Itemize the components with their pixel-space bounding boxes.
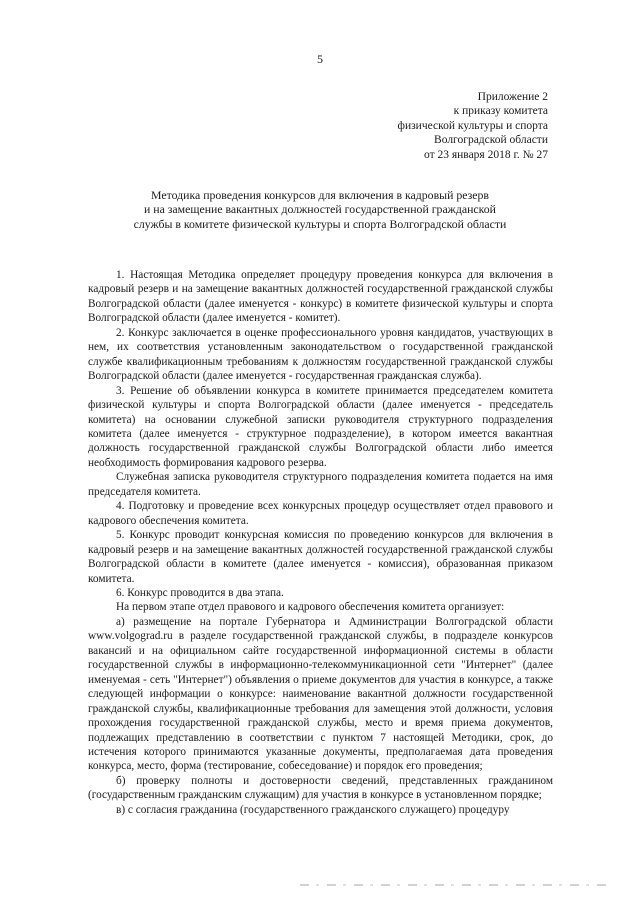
title-line: службы в комитете физической культуры и спорта Волгоградской области (133, 216, 507, 231)
appendix-line: физической культуры и спорта (397, 119, 548, 132)
paragraph-4: 4. Подготовку и проведение всех конкурсных процедур осуществляет отдел правового и кадрового обеспечения комитета. (88, 500, 553, 527)
page-number: 5 (317, 52, 323, 66)
item-b: б) проверку полноты и достоверности сведений, представленных гражданином (государственным гражданским служащим) для участия в конкурсе в установленном порядке; (88, 774, 553, 802)
paragraph-1: 1. Настоящая Методика определяет процедуру проведения конкурса для включения в кадровый резерв и на замещение вакантных должностей государственной гражданской службы Волгоградской области (далее именуется - конкурс) в комитете физической культуры и спорта Волгоградской области (далее именуется - комитет). (88, 269, 553, 325)
paragraph-2: 2. Конкурс заключается в оценке профессионального уровня кандидатов, участвующих в нем, их соответствия установленным законодательством о государственной гражданской службе квалификационным требованиям к должностям государственной гражданской службы Волгоградской области (далее именуется - государственная гражданская служба). (88, 326, 553, 383)
appendix-line: Приложение 2 (477, 91, 548, 103)
appendix-line: от 23 января 2018 г. № 27 (423, 148, 548, 161)
paragraph-6: 6. Конкурс проводится в два этапа. (116, 586, 284, 599)
item-v: в) с согласия гражданина (государственного гражданского служащего) процедуру (116, 803, 510, 816)
paragraph-5: 5. Конкурс проводит конкурсная комиссия по проведению конкурсов для включения в кадровый резерв и на замещение вакантных должностей государственной гражданской службы Волгоградской области в комитете (далее именуется - комиссия), образованная приказом комитета. (88, 529, 553, 585)
document-title (70, 188, 570, 231)
appendix-line: к приказу комитета (453, 105, 548, 118)
title-line: и на замещение вакантных должностей государственной гражданской (144, 202, 496, 217)
appendix-block (398, 90, 548, 162)
scan-artifact (300, 884, 610, 886)
paragraph-6-intro: На первом этапе отдел правового и кадрового обеспечения комитета организует: (116, 601, 505, 614)
paragraph-3: 3. Решение об объявлении конкурса в комитете принимается председателем комитета физической культуры и спорта Волгоградской области (далее именуется - председатель комитета) на основании служебной записки руководителя структурного подразделения комитета (далее именуется - структурное подразделение), в котором имеется вакантная должность государственной гражданской службы Волгоградской области либо имеется необходимость формирования кадрового резерва. (88, 384, 553, 469)
appendix-line: Волгоградской области (434, 134, 548, 147)
document-body (88, 268, 553, 817)
item-a: а) размещение на портале Губернатора и Администрации Волгоградской области www.volgograd.ru в разделе государственной гражданской службы, в подразделе конкурсов вакансий и на официальном сайте государственной информационной системы в области государственной службы в информационно-телекоммуникационной сети "Интернет" (далее именуемая - сеть "Интернет") объявления о приеме документов для участия в конкурсе, а также следующей информации о конкурсе: наименование вакантной должности государственной гражданской службы, квалификационные требования для замещения этой должности, условия прохождения государственной гражданской службы, место и время приема документов, подлежащих представлению в соответствии с пунктом 7 настоящей Методики, срок, до истечения которого принимаются указанные документы, предполагаемая дата проведения конкурса, место, форма (тестирование, собеседование) и порядок его проведения; (88, 615, 553, 773)
title-line: Методика проведения конкурсов для включения в кадровый резерв (151, 188, 489, 202)
paragraph-3-note: Служебная записка руководителя структурного подразделения комитета подается на имя председателя комитета. (88, 471, 553, 498)
